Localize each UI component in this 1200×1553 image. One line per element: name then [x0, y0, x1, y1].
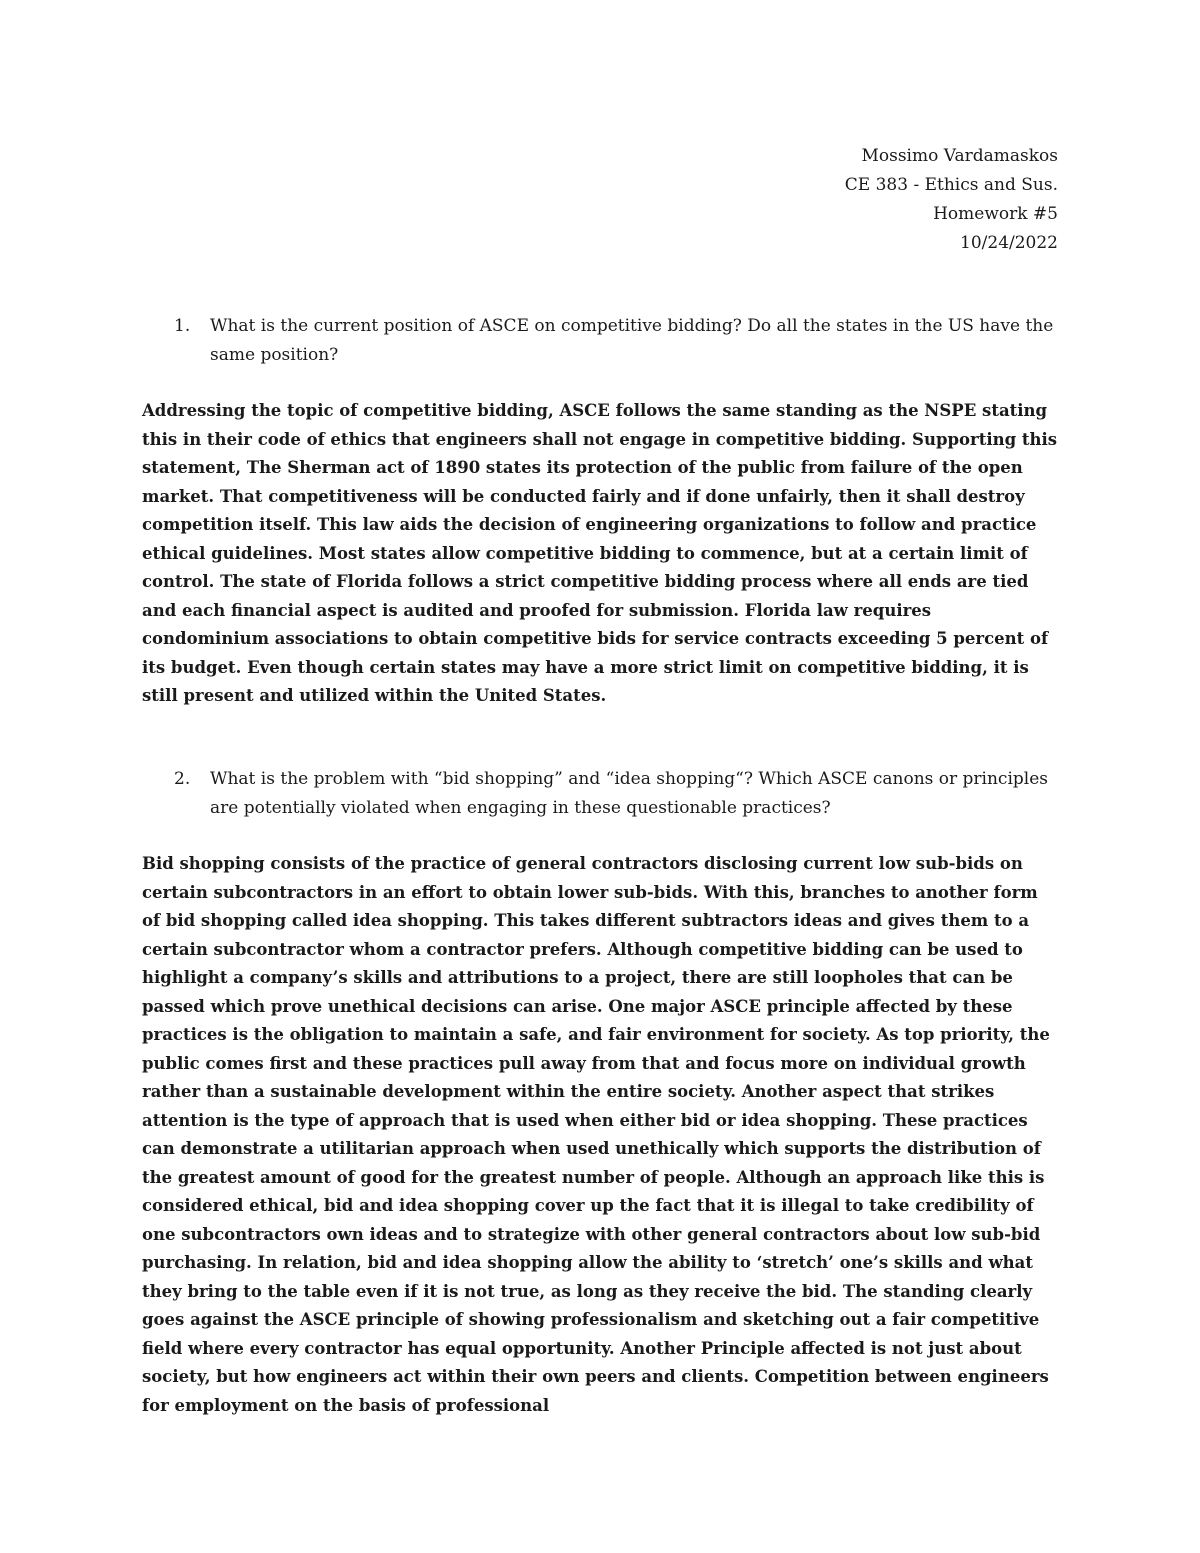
question-number: 2. [174, 769, 191, 789]
document-date: 10/24/2022 [960, 233, 1058, 253]
assignment-title: Homework #5 [933, 204, 1058, 224]
question-text: What is the current position of ASCE on competitive bidding? Do all the states in the US have the same position? [210, 316, 1054, 365]
author-name: Mossimo Vardamaskos [861, 146, 1058, 166]
question-2 [142, 765, 1058, 822]
answer-1: Addressing the topic of competitive bidding, ASCE follows the same standing as the NSPE stating this in their code of ethics that engineers shall not engage in competitive bidding. Supporting this statement, The Sherman act of 1890 states its protection of the public from failure of the open market. That competitiveness will be conducted fairly and if done unfairly, then it shall destroy competition itself. This law aids the decision of engineering organizations to follow and practice ethical guidelines. Most states allow competitive bidding to commence, but at a certain limit of control. The state of Florida follows a strict competitive bidding process where all ends are tied and each financial aspect is audited and proofed for submission. Florida law requires condominium associations to obtain competitive bids for service contracts exceeding 5 percent of its budget. Even though certain states may have a more strict limit on competitive bidding, it is still present and utilized within the United States. [142, 401, 1058, 705]
question-text: What is the problem with “bid shopping” and “idea shopping“? Which ASCE canons or principles are potentially violated when engaging in these questionable practices? [210, 769, 1048, 818]
answer-2: Bid shopping consists of the practice of general contractors disclosing current low sub-bids on certain subcontractors in an effort to obtain lower sub-bids. With this, branches to another form of bid shopping called idea shopping. This takes different subtractors ideas and gives them to a certain subcontractor whom a contractor prefers. Although competitive bidding can be used to highlight a company’s skills and attributions to a project, there are still loopholes that can be passed which prove unethical decisions can arise. One major ASCE principle affected by these practices is the obligation to maintain a safe, and fair environment for society. As top priority, the public comes first and these practices pull away from that and focus more on individual growth rather than a sustainable development within the entire society. Another aspect that strikes attention is the type of approach that is used when either bid or idea shopping. These practices can demonstrate a utilitarian approach when used unethically which supports the distribution of the greatest amount of good for the greatest number of people. Although an approach like this is considered ethical, bid and idea shopping cover up the fact that it is illegal to take credibility of one subcontractors own ideas and to strategize with other general contractors about low sub-bid purchasing. In relation, bid and idea shopping allow the ability to ‘stretch’ one’s skills and what they bring to the table even if it is not true, as long as they receive the bid. The standing clearly goes against the ASCE principle of showing professionalism and sketching out a fair competitive field where every contractor has equal opportunity. Another Principle affected is not just about society, but how engineers act within their own peers and clients. Competition between engineers for employment on the basis of professional [142, 854, 1050, 1415]
course-name: CE 383 - Ethics and Sus. [844, 175, 1058, 195]
header-block [845, 142, 1058, 258]
question-1 [142, 312, 1058, 369]
question-number: 1. [174, 316, 191, 336]
